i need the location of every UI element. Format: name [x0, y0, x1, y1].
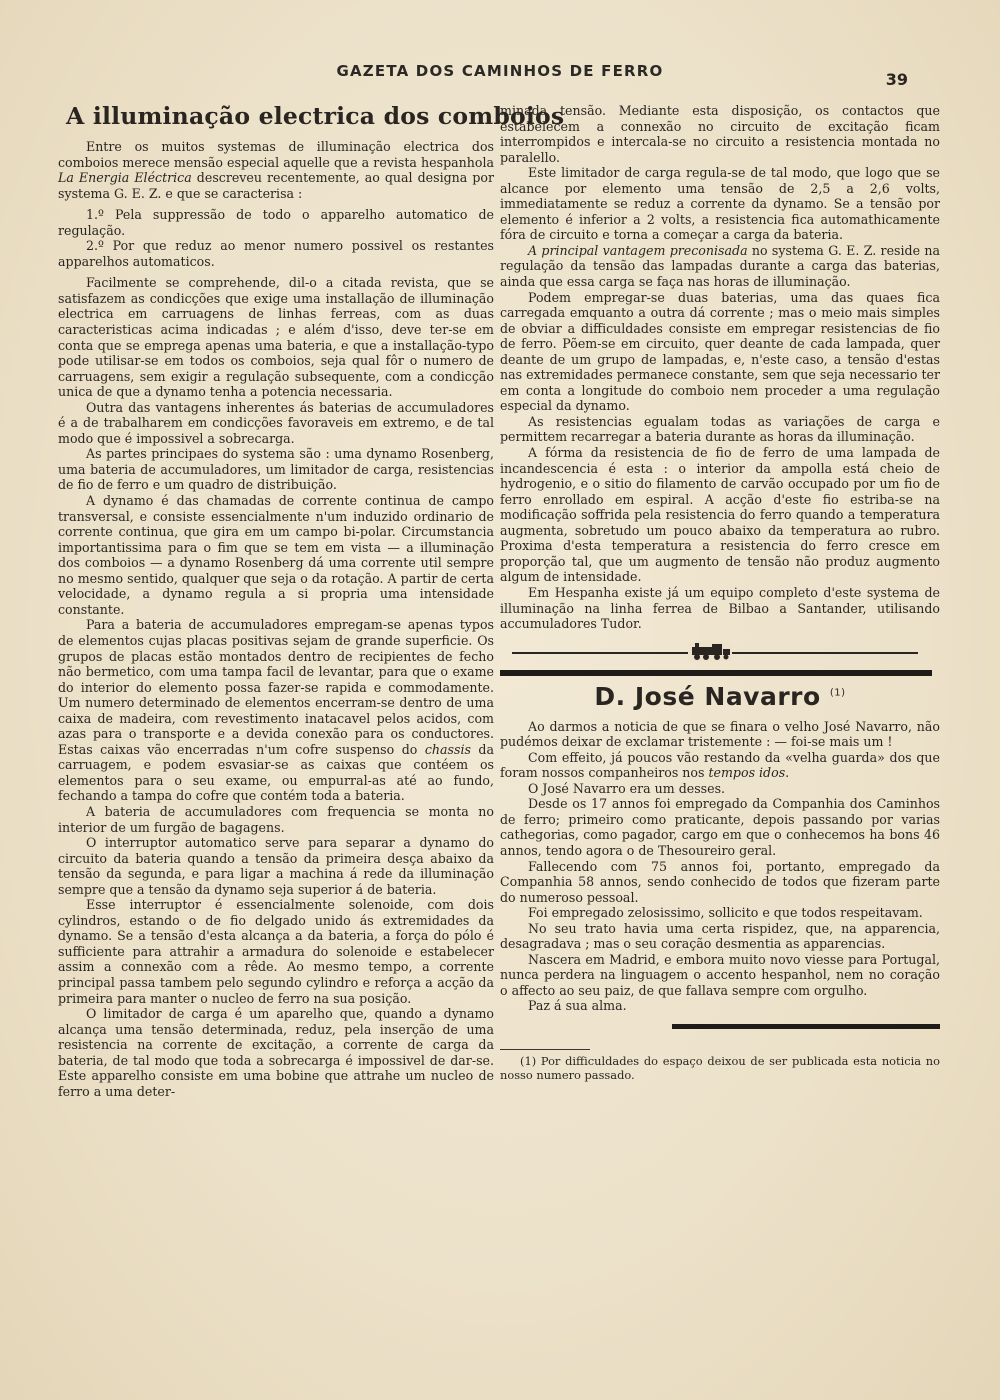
- thick-divider: [500, 670, 932, 676]
- paragraph: Paz á sua alma.: [528, 998, 627, 1014]
- paragraph: A fórma da resistencia de fio de ferro de uma lampada de incandescencia é esta : o interior da ampolla está cheio de hydrogenio, e o sitio do filamento de carvão occupado por um fio de ferro enrollado em espiral. A acção d'este fio estriba-se na modificação soffrida pela resistencia do ferro quando a temperatura augmenta, sobretudo um pouco abaixo da temperatura ao rubro. Proxima d'esta temperatura a resistencia do ferro cresce em proporção tal, que um augmento de tensão não produz augmento algum de intensidade.: [500, 445, 940, 585]
- paragraph: A bateria de accumuladores com frequencia se monta no interior de um furgão de bagagens.: [58, 803, 494, 835]
- locomotive-icon: [688, 642, 732, 662]
- article-title: A illuminação electrica dos comboios: [66, 102, 565, 130]
- page-number: 39: [885, 70, 908, 89]
- paragraph: Este limitador de carga regula-se de tal modo, que logo que se alcance por elemento uma tensão de 2,5 a 2,6 volts, immediatamente se reduz a corrente da dynamo. Se a tensão por elemento é inferior a 2 volts, a resistencia fica automathicamente fóra de circuito e torna a começar a carga da bateria.: [500, 165, 940, 243]
- footnote-rule: [500, 1049, 590, 1050]
- paragraph: A dynamo é das chamadas de corrente continua de campo transversal, e consiste essencialmente n'um induzido ordinario de corrente continua, que gira em um campo bi-polar. Circumstancia importantissima para o fim que se tem em vista — a illuminação dos comboios — a dynamo Rosenberg dá uma corrente util sempre no mesmo sentido, qualquer que seja o da rotação. A partir de certa velocidade, a dynamo regula a si propria uma intensidade constante.: [58, 493, 494, 617]
- left-column: [58, 100, 565, 1099]
- paragraph: A principal vantagem preconisada no systema G. E. Z. reside na regulação da tensão das lampadas durante a carga das baterias, ainda que essa carga se faça nas horas de illuminação.: [500, 242, 940, 290]
- paragraph: O interruptor automatico serve para separar a dynamo do circuito da bateria quando a tensão da primeira desça abaixo da tensão da segunda, e para ligar a machina á rede da illuminação sempre que a tensão da dynamo seja superior á de bateria.: [58, 835, 494, 897]
- article-separator: [500, 640, 940, 664]
- paragraph: No seu trato havia uma certa rispidez, que, na apparencia, desagradava ; mas o seu coração desmentia as apparencias.: [500, 920, 940, 952]
- paragraph: Nascera em Madrid, e embora muito novo viesse para Portugal, nunca perdera na linguagem o accento hespanhol, nem no coração o affecto ao seu paiz, de que fallava sempre com orgulho.: [500, 951, 940, 998]
- obituary-title: D. José Navarro $^{(1)}$: [594, 681, 846, 711]
- paragraph: O José Navarro era um desses.: [528, 780, 726, 796]
- paragraph: Desde os 17 annos foi empregado da Companhia dos Caminhos de ferro; primeiro como praticante, depois passando por varias cathegorias, como pagador, cargo em que o conhecemos ha bons 46 annos, tendo agora o de Thesoureiro geral.: [500, 796, 940, 858]
- paragraph: As partes principaes do systema são : uma dynamo Rosenberg, uma bateria de accumuladores, um limitador de carga, resistencias de fio de ferro e um quadro de distribuição.: [58, 446, 494, 493]
- right-column: [500, 103, 940, 1082]
- footnote: (1) Por difficuldades do espaço deixou de ser publicada esta noticia no nosso numero passado.: [500, 1053, 940, 1082]
- list-item: 2.º Por que reduz ao menor numero possivel os restantes apparelhos automaticos.: [58, 238, 494, 269]
- paragraph: Para a bateria de accumuladores empregam-se apenas typos de elementos cujas placas positivas sejam de grande superficie. Os grupos de placas estão montados dentro de recipientes de fecho não bermetico, com uma tampa facil de levantar, para que o exame do interior do elemento possa fazer-se rapida e commodamente. Um numero determinado de elementos encerram-se dentro de uma caixa de madeira, com revestimento inatacavel pelos acidos, com azas para o transporte e a devida conexão para os conductores. Estas caixas vão encerradas n'um cofre suspenso do chassis da carruagem, e podem esvasiar-se as caixas que contéem os elementos para o seu exame, ou empurral-as até ao fundo, fechando a tampa do cofre que contém toda a bateria.: [58, 617, 494, 804]
- paragraph: Foi empregado zelosissimo, sollicito e que todos respeitavam.: [528, 905, 923, 921]
- paragraph: Ao darmos a noticia de que se finara o velho José Navarro, não pudémos deixar de exclamar tristemente : — foi-se mais um !: [500, 718, 940, 750]
- paragraph: Em Hespanha existe já um equipo completo d'este systema de illuminação na linha ferrea de Bilbao a Santander, utilisando accumuladores Tudor.: [500, 584, 940, 632]
- paragraph: Outra das vantagens inherentes ás baterias de accumuladores é a de trabalharem em condicções favoraveis em extremo, e de tal modo que é impossivel a sobrecarga.: [58, 399, 494, 446]
- paragraph: As resistencias egualam todas as variações de carga e permittem recarregar a bateria durante as horas da illuminação.: [500, 413, 940, 445]
- paragraph: Facilmente se comprehende, dil-o a citada revista, que se satisfazem as condicções que exige uma installação de illuminação electrica em carruagens de linhas ferreas, com as duas caracteristicas acima indicadas ; e além d'isso, deve ter-se em conta que se emprega apenas uma bateria, e que a installação-typo pode utilisar-se em todos os comboios, seja qual fôr o numero de carruagens, sem exigir a regulação subsequente, com a condicção unica de que a dynamo tenha a potencia necessaria.: [58, 275, 494, 400]
- paragraph: minada tensão. Mediante esta disposição, os contactos que estabelecem a connexão no circuito de excitação ficam interrompidos e intercala-se no circuito a resistencia montada no paralello.: [500, 103, 940, 165]
- paragraph: Esse interruptor é essencialmente solenoide, com dois cylindros, estando o de fio delgado unido ás extremidades da dynamo. Se a tensão d'esta alcança a da bateria, a força do pólo é sufficiente para attrahir a armadura do solenoide e estabelecer assim a connexão com a rêde. Ao mesmo tempo, a corrente principal passa tambem pelo segundo cylindro e reforça a acção da primeira para manter o nucleo de ferro na sua posição.: [58, 897, 494, 1006]
- paragraph: Fallecendo com 75 annos foi, portanto, empregado da Companhia 58 annos, sendo conhecido de todos que fizeram parte do numeroso pessoal.: [500, 858, 940, 905]
- end-divider: [672, 1024, 940, 1029]
- paragraph: O limitador de carga é um aparelho que, quando a dynamo alcança uma tensão determinada, reduz, pela inserção de uma resistencia na corrente de excitação, a corrente de carga da bateria, de tal modo que toda a sobrecarga é impossivel de dar-se. Este apparelho consiste em uma bobine que attrahe um nucleo de ferro a uma deter-: [58, 1006, 494, 1099]
- paragraph: Com effeito, já poucos vão restando da «velha guarda» dos que foram nossos companheiros nos tempos idos.: [500, 749, 940, 781]
- running-title: GAZETA DOS CAMINHOS DE FERRO: [336, 62, 664, 80]
- paragraph: Entre os muitos systemas de illuminação electrica dos comboios merece mensão especial aquelle que a revista hespanhola La Energia Eléctrica descreveu recentemente, ao qual designa por systema G. E. Z. e que se caracterisa :: [58, 139, 494, 201]
- list-item: 1.º Pela suppressão de todo o apparelho automatico de regulação.: [58, 207, 494, 238]
- paragraph: Podem empregar-se duas baterias, uma das quaes fica carregada emquanto a outra dá corrente ; mas o meio mais simples de obviar a difficuldades consiste em empregar resistencias de fio de ferro. Põem-se em circuito, quer deante de cada lampada, quer deante de um grupo de lampadas, e, n'este caso, a tensão d'estas nas extremidades permanece constante, sem que seja necessario ter em conta a longitude do comboio nem proceder a uma regulação especial da dynamo.: [500, 289, 940, 414]
